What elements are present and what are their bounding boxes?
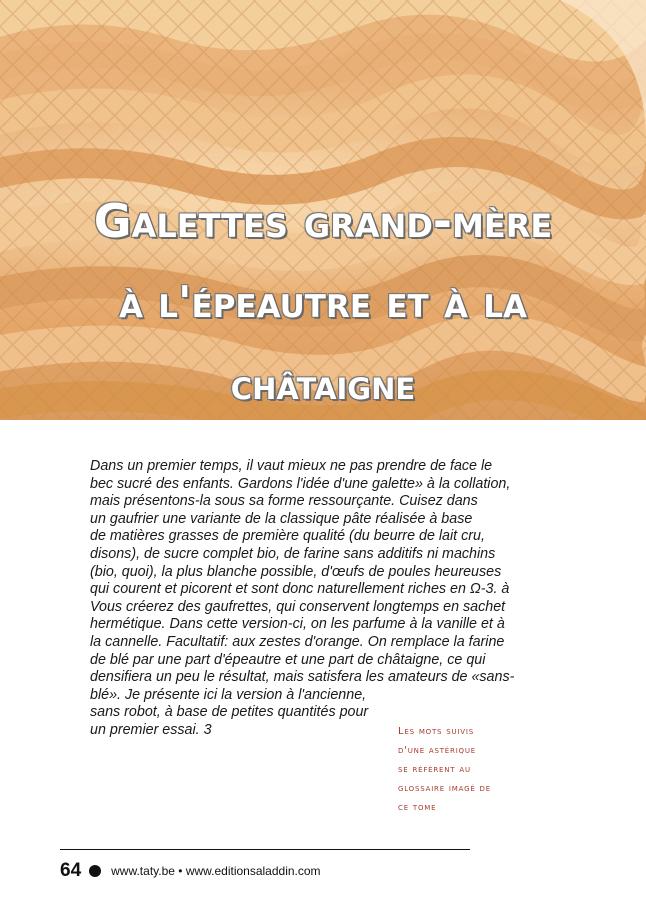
glossary-note bbox=[398, 722, 538, 817]
body-line: qui courent et picorent et sont donc naturellement riches en Ω-3. à bbox=[90, 581, 510, 598]
page-number: 64 bbox=[60, 860, 82, 881]
footer-divider bbox=[60, 849, 470, 850]
note-line: ce tome bbox=[398, 802, 437, 813]
page-footer bbox=[60, 858, 321, 884]
note-line: se réfèrent au bbox=[398, 764, 471, 775]
body-line: densifiera un peu le résultat, mais satisfera les amateurs de «sans- bbox=[90, 669, 515, 686]
page-title bbox=[40, 180, 606, 420]
body-line: de matières grasses de première qualité (du beurre de lait cru, bbox=[90, 528, 485, 545]
note-line: glossaire imagé de bbox=[398, 783, 491, 794]
note-line: Les mots suivis bbox=[398, 726, 474, 737]
body-line: mais présentons-la sous sa forme ressourçante. Cuisez dans bbox=[90, 493, 478, 510]
body-line: sans robot, à base de petites quantités pour bbox=[90, 704, 369, 721]
body-line: blé». Je présente ici la version à l'ancienne, bbox=[90, 686, 367, 703]
bullet-dot-icon bbox=[89, 865, 101, 877]
website-links[interactable]: www.taty.be • www.editionsaladdin.com bbox=[111, 864, 321, 878]
body-line: Dans un premier temps, il vaut mieux ne pas prendre de face le bbox=[90, 458, 493, 474]
title-line-2: à l'épeautre et à la bbox=[118, 277, 528, 328]
body-line: de blé par une part d'épeautre et une part de châtaigne, ce qui bbox=[90, 651, 486, 668]
hero-image bbox=[0, 0, 646, 420]
body-line: un gaufrier une variante de la classique pâte réalisée à base bbox=[90, 510, 473, 527]
body-line: (bio, quoi), la plus blanche possible, d'œufs de poules heureuses bbox=[90, 563, 502, 580]
body-line: la cannelle. Facultatif: aux zestes d'orange. On remplace la farine bbox=[90, 633, 505, 650]
body-line: hermétique. Dans cette version-ci, on les parfume à la vanille et à bbox=[90, 616, 505, 633]
note-line: d'une astérique bbox=[398, 745, 477, 756]
body-line: Vous créerez des gaufrettes, qui conservent longtemps en sachet bbox=[90, 598, 506, 615]
body-line: un premier essai. 3 bbox=[90, 721, 212, 738]
title-line-3: châtaigne bbox=[230, 360, 416, 409]
body-line: disons), de sucre complet bio, de farine sans additifs ni machins bbox=[90, 545, 496, 562]
body-paragraph bbox=[90, 458, 538, 740]
body-line: bec sucré des enfants. Gardons l'idée d'une galette» à la collation, bbox=[90, 475, 511, 492]
title-line-1: Galettes grand-mère bbox=[93, 194, 553, 248]
